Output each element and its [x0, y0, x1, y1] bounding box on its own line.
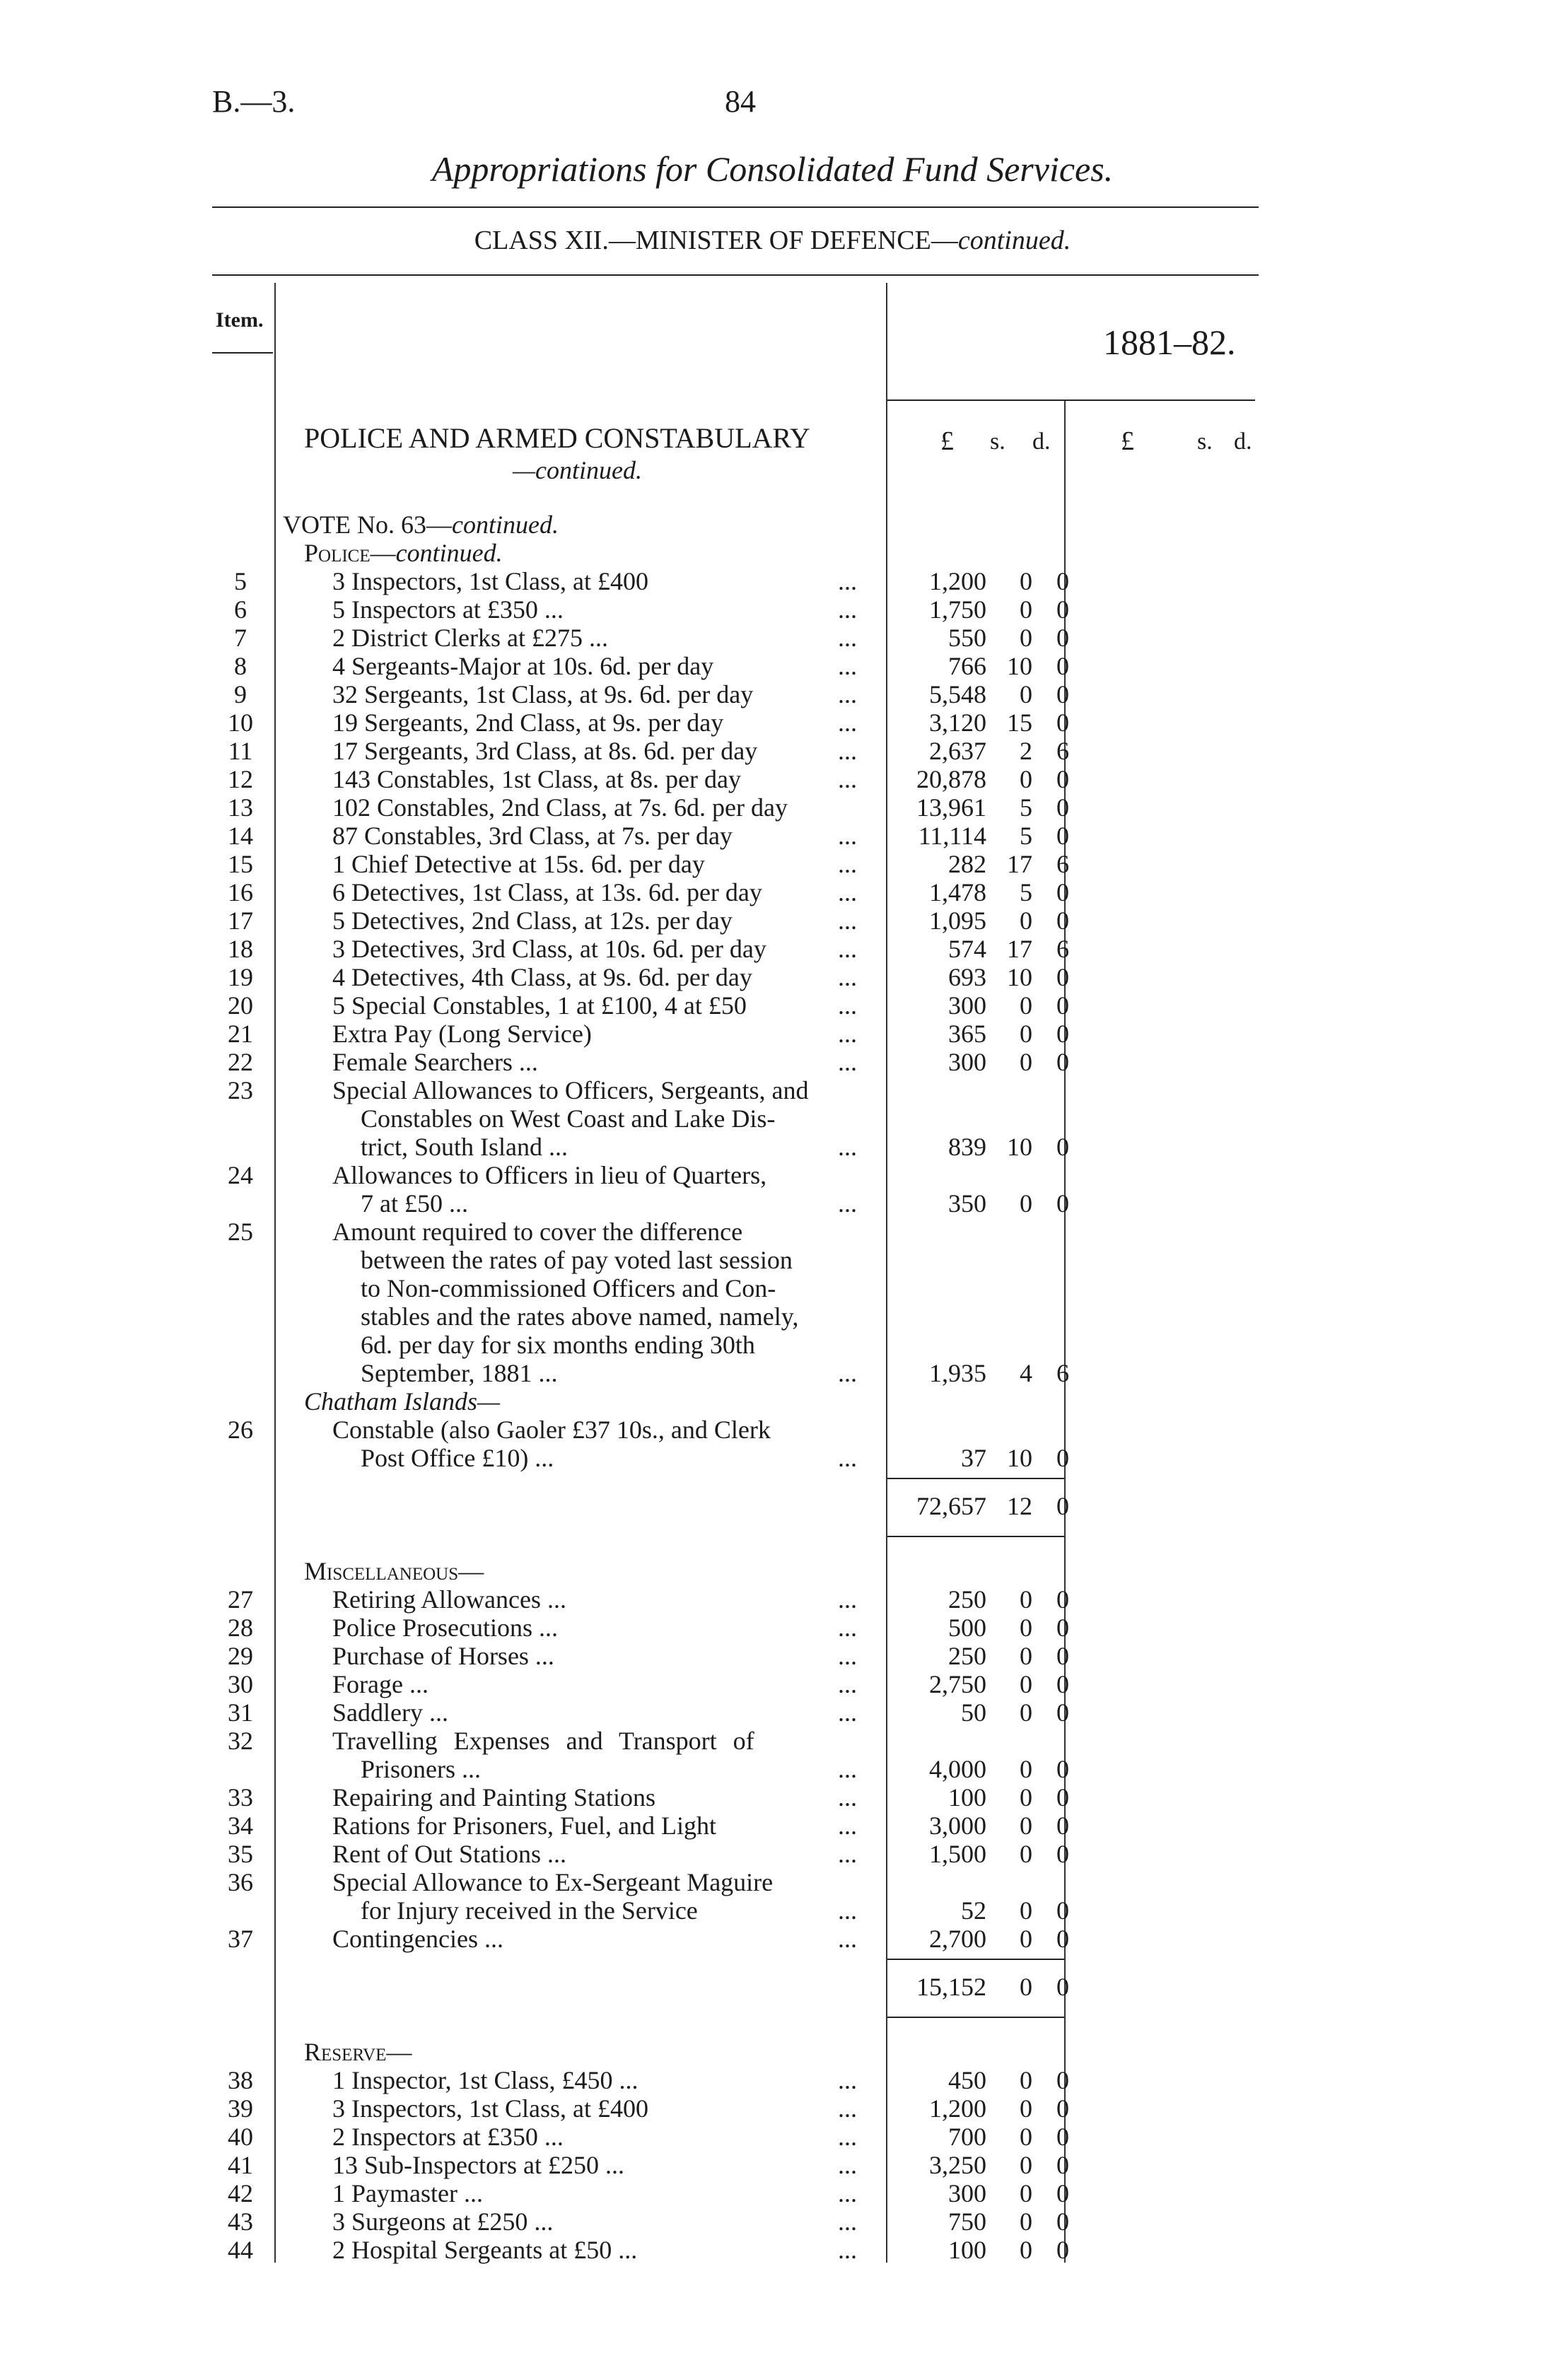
amount-shillings: 0	[1020, 1020, 1032, 1048]
item-number: 11	[228, 737, 253, 765]
amount-shillings: 0	[1020, 2094, 1032, 2123]
amount-shillings: 10	[1007, 1444, 1032, 1472]
amount-pounds: 50	[961, 1698, 986, 1727]
item-number: 31	[228, 1698, 253, 1727]
amount-pounds: 3,250	[929, 2151, 986, 2179]
amount-pounds: 839	[948, 1133, 986, 1161]
item-description: 1 Paymaster ...	[332, 2179, 483, 2207]
amount-pence: 0	[1056, 822, 1069, 850]
leader-dots: ...	[838, 906, 857, 935]
amount-pence: 0	[1056, 1642, 1069, 1670]
item-number: 7	[234, 624, 247, 652]
amount-shillings: 0	[1020, 624, 1032, 652]
leader-dots: ...	[838, 991, 857, 1020]
amount-pounds: 4,000	[929, 1755, 986, 1783]
amount-pounds: 365	[948, 1020, 986, 1048]
leader-dots: ...	[838, 1783, 857, 1812]
item-description: Saddlery ...	[332, 1698, 448, 1727]
item-number: 20	[228, 991, 253, 1020]
amount-pounds: 2,637	[929, 737, 986, 765]
amount-pounds: 350	[948, 1189, 986, 1218]
item-number: 26	[228, 1416, 253, 1444]
amount-pence: 0	[1056, 652, 1069, 680]
pence-header-total: d.	[1234, 428, 1252, 455]
amount-pounds: 1,478	[929, 878, 986, 906]
amount-shillings: 0	[1020, 1840, 1032, 1868]
amount-pence: 0	[1056, 2094, 1069, 2123]
item-number: 23	[228, 1076, 253, 1104]
amount-pounds: 574	[948, 935, 986, 963]
amount-shillings: 0	[1020, 1189, 1032, 1218]
amount-pence: 0	[1056, 1585, 1069, 1614]
amount-pounds: 20,878	[916, 765, 986, 793]
item-description: Rations for Prisoners, Fuel, and Light	[332, 1812, 716, 1840]
leader-dots: ...	[838, 2179, 857, 2207]
amount-shillings: 2	[1020, 737, 1032, 765]
amount-shillings: 0	[1020, 1783, 1032, 1812]
amount-pounds: 37	[961, 1444, 986, 1472]
item-description-line: Special Allowance to Ex-Sergeant Maguire	[332, 1868, 774, 1896]
leader-dots: ...	[838, 1444, 857, 1472]
amount-pounds: 550	[948, 624, 986, 652]
subtotal-rule-top	[887, 1478, 1064, 1479]
leader-dots: ...	[838, 850, 857, 878]
item-description: 5 Detectives, 2nd Class, at 12s. per day	[332, 906, 733, 935]
amount-pounds: 13,961	[916, 793, 986, 822]
amount-shillings: 0	[1020, 2179, 1032, 2207]
amount-pence: 0	[1056, 2066, 1069, 2094]
amount-pounds: 2,700	[929, 1925, 986, 1953]
item-number: 35	[228, 1840, 253, 1868]
amount-shillings: 0	[1020, 1585, 1032, 1614]
item-description: 3 Surgeons at £250 ...	[332, 2207, 554, 2236]
amount-pence: 0	[1056, 2179, 1069, 2207]
leader-dots: ...	[838, 1896, 857, 1925]
item-description: 5 Special Constables, 1 at £100, 4 at £50	[332, 991, 747, 1020]
vote-heading	[283, 511, 559, 539]
amount-pounds: 100	[948, 2236, 986, 2264]
item-number: 12	[228, 765, 253, 793]
leader-dots: ...	[838, 1614, 857, 1642]
pound-header-total: £	[1121, 426, 1134, 456]
item-description: Extra Pay (Long Service)	[332, 1020, 592, 1048]
item-number: 28	[228, 1614, 253, 1642]
amount-shillings: 0	[1020, 1642, 1032, 1670]
amount-shillings: 4	[1020, 1359, 1032, 1387]
amount-pence: 0	[1056, 708, 1069, 737]
item-number: 39	[228, 2094, 253, 2123]
amount-shillings: 0	[1020, 906, 1032, 935]
vote-continued: continued.	[451, 511, 559, 539]
section-heading-continued: —continued.	[513, 456, 642, 484]
leader-dots: ...	[838, 1048, 857, 1076]
item-number: 22	[228, 1048, 253, 1076]
class-heading-continued: continued.	[957, 226, 1071, 255]
item-number: 32	[228, 1727, 253, 1755]
leader-dots: ...	[838, 595, 857, 624]
vote-label: VOTE No. 63—	[283, 511, 452, 539]
amount-pence: 0	[1056, 906, 1069, 935]
leader-dots: ...	[838, 1585, 857, 1614]
item-number: 13	[228, 793, 253, 822]
leader-dots: ...	[838, 680, 857, 708]
leader-dots: ...	[838, 2151, 857, 2179]
item-description: 3 Detectives, 3rd Class, at 10s. 6d. per day	[332, 935, 766, 963]
amount-pounds: 1,935	[929, 1359, 986, 1387]
item-number: 18	[228, 935, 253, 963]
pence-header: d.	[1032, 428, 1051, 455]
amount-pounds: 250	[948, 1642, 986, 1670]
item-header-rule	[212, 352, 273, 354]
item-description-line: for Injury received in the Service	[361, 1896, 698, 1925]
amount-pence: 0	[1056, 595, 1069, 624]
amount-pounds: 3,120	[929, 708, 986, 737]
amount-shillings: 0	[1020, 595, 1032, 624]
item-number: 41	[228, 2151, 253, 2179]
item-description-line: to Non-commissioned Officers and Con-	[361, 1274, 776, 1302]
amount-shillings: 0	[1020, 1614, 1032, 1642]
item-description: 1 Chief Detective at 15s. 6d. per day	[332, 850, 705, 878]
item-number: 27	[228, 1585, 253, 1614]
amount-pence: 0	[1056, 1896, 1069, 1925]
item-number: 36	[228, 1868, 253, 1896]
amount-shillings: 17	[1007, 850, 1032, 878]
amount-pence: 0	[1056, 1444, 1069, 1472]
item-number: 21	[228, 1020, 253, 1048]
title-rule	[212, 206, 1259, 208]
amount-shillings: 10	[1007, 652, 1032, 680]
amount-pence: 0	[1056, 1020, 1069, 1048]
amount-pounds: 250	[948, 1585, 986, 1614]
leader-dots: ...	[838, 1840, 857, 1868]
item-column-header: Item.	[216, 308, 264, 332]
item-description: 2 District Clerks at £275 ...	[332, 624, 608, 652]
item-description-line: stables and the rates above named, namely,	[361, 1302, 799, 1331]
amount-pounds: 11,114	[918, 822, 986, 850]
leader-dots: ...	[838, 1133, 857, 1161]
amount-pounds: 300	[948, 1048, 986, 1076]
amount-shillings: 0	[1020, 765, 1032, 793]
amount-pounds: 1,750	[929, 595, 986, 624]
leader-dots: ...	[838, 1755, 857, 1783]
item-number: 8	[234, 652, 247, 680]
leader-dots: ...	[838, 708, 857, 737]
item-description-line: 7 at £50 ...	[361, 1189, 468, 1218]
amount-pence: 6	[1056, 850, 1069, 878]
amount-shillings: 0	[1020, 1925, 1032, 1953]
amount-pounds: 750	[948, 2207, 986, 2236]
item-description-line: Travelling Expenses and Transport of	[332, 1727, 754, 1755]
amount-shillings: 5	[1020, 878, 1032, 906]
table-top-rule	[212, 274, 1259, 276]
chatham-islands-subheading: Chatham Islands—	[304, 1387, 501, 1416]
amount-pence: 0	[1056, 1812, 1069, 1840]
item-column-divider	[274, 283, 276, 2263]
amount-pence: 0	[1056, 2236, 1069, 2264]
item-description: 2 Hospital Sergeants at £50 ...	[332, 2236, 638, 2264]
amount-pence: 0	[1056, 793, 1069, 822]
amount-shillings: 0	[1020, 2151, 1032, 2179]
leader-dots: ...	[838, 1670, 857, 1698]
amount-pounds: 1,200	[929, 2094, 986, 2123]
amount-pounds: 2,750	[929, 1670, 986, 1698]
item-number: 30	[228, 1670, 253, 1698]
item-description-line: Prisoners ...	[361, 1755, 481, 1783]
subtotal-pence: 0	[1056, 1973, 1069, 2001]
year-header-rule	[887, 399, 1255, 401]
amount-pounds: 500	[948, 1614, 986, 1642]
item-description: 13 Sub-Inspectors at £250 ...	[332, 2151, 624, 2179]
amount-shillings: 0	[1020, 991, 1032, 1020]
leader-dots: ...	[838, 935, 857, 963]
amount-pounds: 3,000	[929, 1812, 986, 1840]
amount-pence: 6	[1056, 1359, 1069, 1387]
item-description: Rent of Out Stations ...	[332, 1840, 566, 1868]
leader-dots: ...	[838, 1642, 857, 1670]
item-description: Purchase of Horses ...	[332, 1642, 554, 1670]
page-title: Appropriations for Consolidated Fund Services.	[431, 149, 1114, 189]
leader-dots: ...	[838, 1189, 857, 1218]
amount-shillings: 0	[1020, 1812, 1032, 1840]
page-number: 84	[725, 84, 756, 119]
item-description-line: Post Office £10) ...	[361, 1444, 554, 1472]
item-description-line: 6d. per day for six months ending 30th	[361, 1331, 755, 1359]
item-number: 24	[228, 1161, 253, 1189]
leader-dots: ...	[838, 2207, 857, 2236]
leader-dots: ...	[838, 1812, 857, 1840]
amount-pounds: 52	[961, 1896, 986, 1925]
amount-pence: 0	[1056, 1048, 1069, 1076]
leader-dots: ...	[838, 567, 857, 595]
amount-shillings: 0	[1020, 2236, 1032, 2264]
police-label: Police—	[304, 539, 396, 567]
amount-pence: 0	[1056, 878, 1069, 906]
leader-dots: ...	[838, 2236, 857, 2264]
leader-dots: ...	[838, 1020, 857, 1048]
item-number: 25	[228, 1218, 253, 1246]
amount-pence: 0	[1056, 1189, 1069, 1218]
leader-dots: ...	[838, 878, 857, 906]
item-description-line: between the rates of pay voted last session	[361, 1246, 793, 1274]
item-description: 2 Inspectors at £350 ...	[332, 2123, 564, 2151]
document-reference: B.—3.	[212, 84, 296, 119]
pound-header: £	[940, 426, 954, 456]
amount-pence: 0	[1056, 765, 1069, 793]
item-description: 143 Constables, 1st Class, at 8s. per day	[332, 765, 741, 793]
item-number: 6	[234, 595, 247, 624]
subtotal-pence: 0	[1056, 1492, 1069, 1520]
item-description: 19 Sergeants, 2nd Class, at 9s. per day	[332, 708, 724, 737]
amount-shillings: 5	[1020, 822, 1032, 850]
item-number: 9	[234, 680, 247, 708]
amount-shillings: 0	[1020, 567, 1032, 595]
item-description-line: September, 1881 ...	[361, 1359, 558, 1387]
amount-shillings: 0	[1020, 1048, 1032, 1076]
item-number: 38	[228, 2066, 253, 2094]
item-description-line: Allowances to Officers in lieu of Quarters,	[332, 1161, 767, 1189]
subtotal-rule-bottom	[887, 2017, 1064, 2018]
amount-pence: 0	[1056, 624, 1069, 652]
item-number: 15	[228, 850, 253, 878]
year-column-header: 1881–82.	[1103, 322, 1236, 362]
item-number: 40	[228, 2123, 253, 2151]
shilling-header: s.	[990, 428, 1005, 455]
amount-pence: 0	[1056, 2151, 1069, 2179]
item-number: 44	[228, 2236, 253, 2264]
item-number: 5	[234, 567, 247, 595]
item-description: 102 Constables, 2nd Class, at 7s. 6d. per day	[332, 793, 788, 822]
class-heading-main: CLASS XII.—MINISTER OF DEFENCE—	[474, 226, 958, 255]
leader-dots: ...	[838, 822, 857, 850]
item-description: Retiring Allowances ...	[332, 1585, 566, 1614]
leader-dots: ...	[838, 2123, 857, 2151]
item-description: 3 Inspectors, 1st Class, at £400	[332, 567, 648, 595]
item-description: 6 Detectives, 1st Class, at 13s. 6d. per day	[332, 878, 762, 906]
amount-shillings: 0	[1020, 1896, 1032, 1925]
item-description: 5 Inspectors at £350 ...	[332, 595, 564, 624]
shilling-header-total: s.	[1197, 428, 1213, 455]
amount-pence: 0	[1056, 680, 1069, 708]
amount-pence: 0	[1056, 1698, 1069, 1727]
item-description: 4 Sergeants-Major at 10s. 6d. per day	[332, 652, 714, 680]
amount-pounds: 282	[948, 850, 986, 878]
amount-pence: 0	[1056, 567, 1069, 595]
amount-pounds: 5,548	[929, 680, 986, 708]
item-number: 43	[228, 2207, 253, 2236]
item-number: 42	[228, 2179, 253, 2207]
amount-shillings: 17	[1007, 935, 1032, 963]
amount-pence: 0	[1056, 2123, 1069, 2151]
subtotal-pounds: 15,152	[916, 1973, 986, 2001]
amount-shillings: 0	[1020, 2207, 1032, 2236]
amount-pence: 0	[1056, 1783, 1069, 1812]
item-number: 33	[228, 1783, 253, 1812]
amount-shillings: 0	[1020, 1670, 1032, 1698]
amount-shillings: 0	[1020, 2123, 1032, 2151]
item-description: Contingencies ...	[332, 1925, 503, 1953]
amount-shillings: 15	[1007, 708, 1032, 737]
amount-pence: 6	[1056, 737, 1069, 765]
reserve-subheading: Reserve—	[304, 2038, 412, 2066]
section-heading: POLICE AND ARMED CONSTABULARY	[304, 422, 810, 454]
item-description: Police Prosecutions ...	[332, 1614, 558, 1642]
item-description: 17 Sergeants, 3rd Class, at 8s. 6d. per day	[332, 737, 758, 765]
item-number: 17	[228, 906, 253, 935]
amount-pounds: 693	[948, 963, 986, 991]
item-description: 1 Inspector, 1st Class, £450 ...	[332, 2066, 639, 2094]
amount-pence: 6	[1056, 935, 1069, 963]
amount-pounds: 450	[948, 2066, 986, 2094]
leader-dots: ...	[838, 765, 857, 793]
amount-pence: 0	[1056, 2207, 1069, 2236]
amount-pounds: 300	[948, 991, 986, 1020]
item-description-line: Special Allowances to Officers, Sergeants, and	[332, 1076, 809, 1104]
amount-pounds: 766	[948, 652, 986, 680]
leader-dots: ...	[838, 1698, 857, 1727]
amount-shillings: 5	[1020, 793, 1032, 822]
item-description-line: Constable (also Gaoler £37 10s., and Clerk	[332, 1416, 771, 1444]
item-description: Repairing and Painting Stations	[332, 1783, 655, 1812]
item-description-line: Amount required to cover the difference	[332, 1218, 743, 1246]
amount-shillings: 0	[1020, 680, 1032, 708]
police-continued: continued.	[395, 539, 503, 567]
police-subheading	[304, 539, 503, 567]
item-number: 16	[228, 878, 253, 906]
amount-pence: 0	[1056, 1670, 1069, 1698]
amount-pence: 0	[1056, 1840, 1069, 1868]
amount-pounds: 1,095	[929, 906, 986, 935]
leader-dots: ...	[838, 1925, 857, 1953]
leader-dots: ...	[838, 2094, 857, 2123]
leader-dots: ...	[838, 652, 857, 680]
item-description: Female Searchers ...	[332, 1048, 538, 1076]
amount-shillings: 0	[1020, 2066, 1032, 2094]
item-description: 87 Constables, 3rd Class, at 7s. per day	[332, 822, 733, 850]
amount-pounds: 1,200	[929, 567, 986, 595]
item-description: 4 Detectives, 4th Class, at 9s. 6d. per day	[332, 963, 752, 991]
subtotal-pounds: 72,657	[916, 1492, 986, 1520]
item-description: 32 Sergeants, 1st Class, at 9s. 6d. per day	[332, 680, 754, 708]
item-description-line: Constables on West Coast and Lake Dis-	[361, 1104, 776, 1133]
leader-dots: ...	[838, 963, 857, 991]
item-description: 3 Inspectors, 1st Class, at £400	[332, 2094, 648, 2123]
item-number: 19	[228, 963, 253, 991]
amount-pounds: 300	[948, 2179, 986, 2207]
amount-pence: 0	[1056, 991, 1069, 1020]
subtotal-rule-bottom	[887, 1536, 1064, 1537]
class-heading	[0, 225, 1545, 256]
amount-pounds: 100	[948, 1783, 986, 1812]
leader-dots: ...	[838, 624, 857, 652]
amount-pence: 0	[1056, 1755, 1069, 1783]
item-number: 14	[228, 822, 253, 850]
subtotal-shillings: 12	[1007, 1492, 1032, 1520]
amount-shillings: 0	[1020, 1755, 1032, 1783]
item-description: Forage ...	[332, 1670, 428, 1698]
amount-shillings: 0	[1020, 1698, 1032, 1727]
amount-pence: 0	[1056, 1614, 1069, 1642]
item-number: 34	[228, 1812, 253, 1840]
subtotal-rule-top	[887, 1959, 1064, 1960]
amount-shillings: 10	[1007, 963, 1032, 991]
leader-dots: ...	[838, 2066, 857, 2094]
amount-pence: 0	[1056, 1133, 1069, 1161]
amount-pounds: 700	[948, 2123, 986, 2151]
amount-pounds: 1,500	[929, 1840, 986, 1868]
item-number: 37	[228, 1925, 253, 1953]
amount-shillings: 10	[1007, 1133, 1032, 1161]
amount-pence: 0	[1056, 1925, 1069, 1953]
item-description-line: trict, South Island ...	[361, 1133, 568, 1161]
item-number: 10	[228, 708, 253, 737]
miscellaneous-subheading: Miscellaneous—	[304, 1557, 484, 1585]
item-number: 29	[228, 1642, 253, 1670]
amount-pence: 0	[1056, 963, 1069, 991]
leader-dots: ...	[838, 737, 857, 765]
leader-dots: ...	[838, 1359, 857, 1387]
subtotal-shillings: 0	[1020, 1973, 1032, 2001]
